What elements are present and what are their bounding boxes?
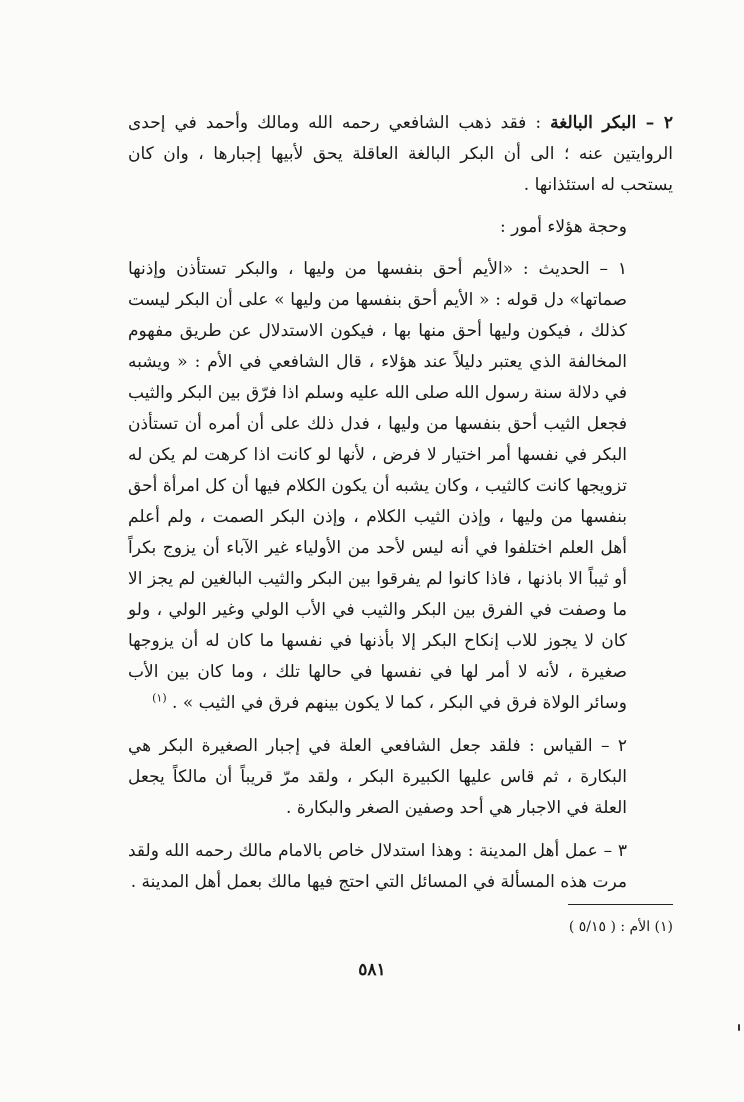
page-number: ٥٨١ (358, 960, 386, 980)
section-2-number: ٢ – (645, 113, 674, 133)
scan-mark (738, 1024, 740, 1031)
point-3-paragraph: ٣ – عمل أهل المدينة : وهذا استدلال خاص بالامام مالك رحمه الله ولقد مرت هذه المسألة في المسائل التي احتج فيها مالك بعمل أهل المدينة . (128, 841, 627, 892)
section-2-paragraph (128, 108, 673, 201)
section-2-heading (550, 113, 673, 133)
main-text (128, 108, 673, 898)
evidence-intro: وحجة هؤلاء أمور : (499, 217, 627, 237)
section-2-title: البكر البالغة (550, 113, 637, 133)
section-2-text: : فقد ذهب الشافعي رحمه الله ومالك وأحمد في إحدى الروايتين عنه ؛ الى أن البكر البالغة العاقلة يحق لأبيها إجبارها ، وان كان يستحب له استئذانها . (128, 113, 673, 195)
point-2-paragraph: ٢ – القياس : فلقد جعل الشافعي العلة في إجبار الصغيرة البكر هي البكارة ، ثم قاس عليها الكبيرة البكر ، ولقد مرّ قريباً أن مالكاً يجعل العلة في الاجبار هي أحد وصفين الصغر والبكارة . (128, 736, 627, 818)
footnote-separator (568, 904, 673, 905)
point-1-text: ١ – الحديث : «الأيم أحق بنفسها من وليها ، والبكر تستأذن وإذنها صماتها» دل قوله : « الأيم أحق بنفسها من وليها » على أن البكر ليست كذلك ، فيكون وليها أحق منها بها ، فيكون الاستدلال عن طريق مفهوم المخالفة الذي يعتبر دليلاً عند هؤلاء ، قال الشافعي في الأم : « ويشبه في دلالة سنة رسول الله صلى الله عليه وسلم اذا فرّق بين البكر والثيب فجعل الثيب أحق بنفسها من وليها ، فدل ذلك على أن أمره أن تستأذن البكر في نفسها أمر اختيار لا فرض ، لأنها لو كانت اذا كرهت لم يكن له تزويجها كانت كالثيب ، وكان يشبه أن يكون الكلام فيها أن كل امرأة أحق بنفسها من وليها ، وإذن الثيب الكلام ، وإذن البكر الصمت ، ولم أعلم أهل العلم اختلفوا في أنه ليس لأحد من الأولياء غير الآباء أن يزوج بكراً أو ثيباً الا باذنها ، فاذا كانوا لم يفرقوا بين البكر والثيب البالغين لم يجز الا ما وصفت في الفرق بين البكر والثيب في الأب الولي وغير الولي ، ولو كان لا يجوز للاب إنكاح البكر إلا بأذنها في نفسها ما كان له أن يزوجها صغيرة ، لأنه لا أمر لها في نفسها في حالها تلك ، وما كان بين الأب وسائر الولاة فرق في البكر ، كما لا يكون بينهم فرق في الثيب » . (128, 259, 627, 713)
footnote-reference[interactable]: (١) (152, 691, 167, 705)
point-1-paragraph (128, 254, 673, 719)
footnote: (١) الأم : ( ٥/١٥ ) (568, 919, 673, 935)
